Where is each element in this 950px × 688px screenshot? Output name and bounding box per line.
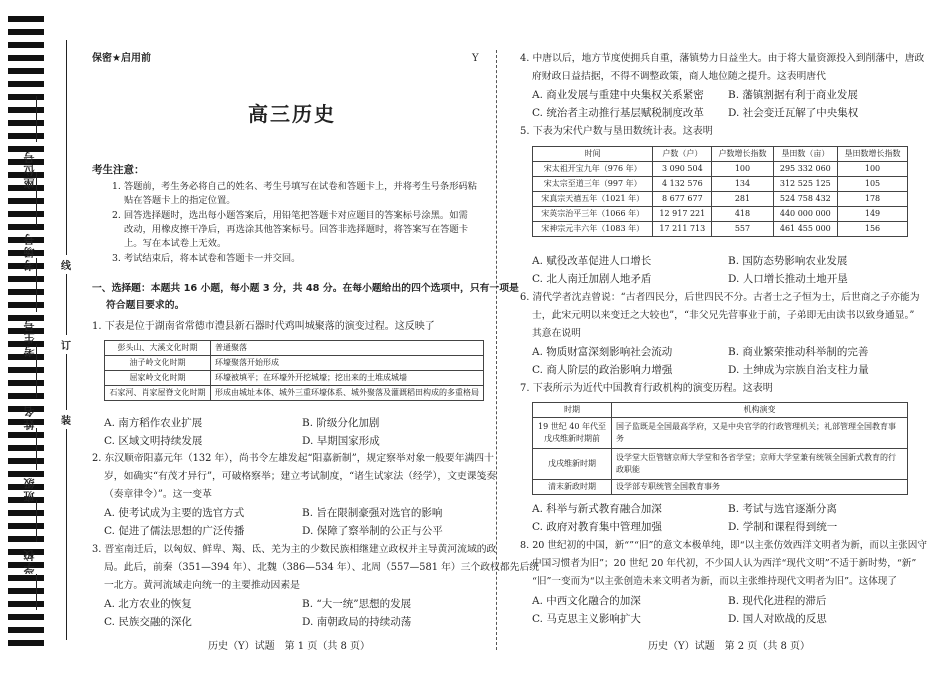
- q6-option-a[interactable]: A. 物质财富深刻影响社会流动: [532, 346, 673, 358]
- q3-stem: 局。此后，前秦（351—394 年）、北魏（386—534 年）、北周（557—581 年）三个政权都先后统: [104, 562, 540, 573]
- version-mark: Y: [472, 53, 479, 64]
- q3-stem: 一北方。黄河流域走向统一的主要推动因素是: [104, 580, 300, 591]
- fill-line: [36, 500, 37, 542]
- q5-cell: 4 132 576: [653, 177, 712, 192]
- q8-option-d[interactable]: D. 国人对欧战的反思: [728, 613, 827, 625]
- page-divider: [496, 50, 497, 650]
- q6-option-d[interactable]: D. 土绅成为宗族自治支柱力量: [728, 364, 869, 376]
- q6-stem: 6. 清代学者沈垚曾说：“古者四民分，后世四民不分。古者士之子恒为士，后世商之子亦能为: [520, 292, 920, 303]
- q1-cell: 环壕被填平；在环壕外开挖城壕；挖出来的土堆成城墙: [211, 371, 484, 386]
- table-row: [533, 192, 908, 207]
- q4-option-b[interactable]: B. 藩镇割据有利于商业发展: [728, 89, 858, 101]
- fill-line: [36, 172, 37, 226]
- q2-option-b[interactable]: B. 旨在限制豪强对选官的影响: [302, 507, 443, 519]
- fill-line: [36, 96, 37, 142]
- q7-cell: 国子监既是全国最高学府，又是中央官学的行政管理机关；礼部管理全国教育事务: [612, 418, 908, 449]
- zhuang-mark: 装: [61, 410, 71, 429]
- q1-cell: 形成由城址本体、城外三重环壕体系、城外聚落及灌溉稻田构成的多重格局: [211, 386, 484, 401]
- q8-stem: 8. 20 世纪初的中国，新“”“旧”的意文本极单纯，即“以主张仿效西洋文明者为新，而以主张因守: [520, 540, 927, 551]
- q5-table: [532, 146, 908, 237]
- q5-cell: 418: [712, 207, 773, 222]
- q5-header: 户数增长指数: [712, 147, 773, 162]
- table-row: [533, 449, 908, 480]
- q7-cell: 19 世纪 40 年代至戊戌维新时期前: [533, 418, 612, 449]
- room-label: 考场号: [23, 232, 36, 271]
- q7-cell: 设学堂大臣管辖京师大学堂和各省学堂；京师大学堂兼有统领全国新式教育的行政职能: [612, 449, 908, 480]
- q6-option-b[interactable]: B. 商业繁荣推动科举制的完善: [728, 346, 869, 358]
- q2-stem: （奏章律令）”。这一变革: [104, 489, 212, 500]
- footer-right: 历史（Y）试题 第 2 页（共 8 页）: [648, 641, 811, 652]
- exam-number-label: 考生号: [23, 318, 36, 357]
- q5-stem: 5. 下表为宋代户数与垦田数统计表。这表明: [520, 126, 713, 137]
- q2-stem: 2. 东汉顺帝阳嘉元年（132 年），尚书令左雄发起“阳嘉新制”，规定察举对象一般要年满四十: [92, 453, 494, 464]
- q1-cell: 石家河、肖家屋脊文化时期: [105, 386, 211, 401]
- q1-option-a[interactable]: A. 南方稻作农业扩展: [104, 417, 203, 429]
- notice-heading: 考生注意：: [92, 164, 145, 176]
- q7-cell: 戊戌维新时期: [533, 449, 612, 480]
- name-label: 姓名: [23, 404, 36, 430]
- fill-line: [36, 574, 37, 610]
- notice-line: 贴在答题卡上的指定位置。: [124, 195, 236, 206]
- notice-line: 3. 考试结束后，将本试卷和答题卡一并交回。: [112, 253, 301, 264]
- q1-cell: 彭头山、大溪文化时期: [105, 341, 211, 356]
- notice-line: 上。写在本试卷上无效。: [124, 238, 227, 249]
- q4-stem: 府财政日益拮据，不得不调整政策，商人地位随之提升。这表明唐代: [532, 71, 826, 82]
- q1-cell: 普通聚落: [211, 341, 484, 356]
- q5-cell: 149: [838, 207, 908, 222]
- notice-line: 改动，用橡皮擦干净后，再选涂其他答案标号。回答非选择题时，将答案写在答题卡: [124, 224, 468, 235]
- q5-cell: 557: [712, 222, 773, 237]
- q4-stem: 4. 中唐以后，地方节度使拥兵自重，藩镇势力日益坐大。由于将大量资源投入到削藩中，唐政: [520, 53, 925, 64]
- q5-cell: 156: [838, 222, 908, 237]
- q1-table: [104, 340, 484, 401]
- q5-option-c[interactable]: C. 北人南迁加剧人地矛盾: [532, 273, 652, 285]
- q5-cell: 295 332 060: [773, 162, 837, 177]
- table-row: [533, 222, 908, 237]
- q8-option-b[interactable]: B. 现代化进程的滞后: [728, 595, 827, 607]
- q3-option-d[interactable]: D. 南朝政局的持续动荡: [302, 616, 412, 628]
- q6-stem: 其意在说明: [532, 328, 581, 339]
- q2-stem: 岁，如确实“有茂才异行”，可破格察举；建立考试制度，“诸生试家法（经学），文吏课笺奏: [104, 471, 497, 482]
- q5-cell: 312 525 125: [773, 177, 837, 192]
- q5-header: 时间: [533, 147, 653, 162]
- q5-cell: 8 677 677: [653, 192, 712, 207]
- q5-header: 垦田数（亩）: [773, 147, 837, 162]
- q7-option-a[interactable]: A. 科举与新式教育融合加深: [532, 503, 662, 515]
- q1-option-b[interactable]: B. 阶级分化加剧: [302, 417, 380, 429]
- q1-cell: 屈家岭文化时期: [105, 371, 211, 386]
- q7-cell: 清末新政时期: [533, 480, 612, 495]
- fill-line: [36, 344, 37, 398]
- q7-table: [532, 402, 908, 495]
- q8-stem: 中国习惯者为旧”；20 世纪 20 年代初，不少国人认为西洋“现代文明”不适于新时势，“新”: [532, 558, 917, 569]
- section-heading-cont: 符合题目要求的。: [106, 300, 185, 311]
- q1-cell: 环壕聚落开始形成: [211, 356, 484, 371]
- q7-cell: 设学部专职统管全国教育事务: [612, 480, 908, 495]
- q5-cell: 宋真宗天禧五年（1021 年）: [533, 192, 653, 207]
- q5-cell: 宋太祖开宝九年（976 年）: [533, 162, 653, 177]
- q8-option-c[interactable]: C. 马克思主义影响扩大: [532, 613, 641, 625]
- confidential-mark: 保密★启用前: [92, 53, 151, 64]
- notice-line: 1. 答题前，考生务必将自己的姓名、考生号填写在试卷和答题卡上，并将考生号条形码粘: [112, 181, 478, 192]
- q3-option-a[interactable]: A. 北方农业的恢复: [104, 598, 192, 610]
- q3-stem: 3. 晋室南迁后，以匈奴、鲜卑、羯、氐、羌为主的少数民族相继建立政权并主导黄河流域的政: [92, 544, 497, 555]
- q5-option-a[interactable]: A. 赋役改革促进人口增长: [532, 255, 652, 267]
- table-row: [533, 177, 908, 192]
- footer-left: 历史（Y）试题 第 1 页（共 8 页）: [208, 641, 371, 652]
- q4-option-a[interactable]: A. 商业发展与重建中央集权关系紧密: [532, 89, 704, 101]
- q1-option-c[interactable]: C. 区域文明持续发展: [104, 435, 203, 447]
- fill-line: [36, 428, 37, 470]
- q3-option-c[interactable]: C. 民族交融的深化: [104, 616, 192, 628]
- table-row: [533, 418, 908, 449]
- fill-line: [36, 258, 37, 312]
- class-label: 班级: [23, 476, 36, 502]
- xian-mark: 线: [61, 255, 71, 274]
- q7-stem: 7. 下表所示为近代中国教育行政机构的演变历程。这表明: [520, 383, 773, 394]
- table-row: [533, 162, 908, 177]
- q5-header: 垦田数增长指数: [838, 147, 908, 162]
- q5-cell: 105: [838, 177, 908, 192]
- q7-header: 机构演变: [612, 403, 908, 418]
- q4-option-d[interactable]: D. 社会变迁瓦解了中央集权: [728, 107, 859, 119]
- q5-cell: 宋神宗元丰六年（1083 年）: [533, 222, 653, 237]
- q5-cell: 宋英宗治平三年（1066 年）: [533, 207, 653, 222]
- q7-option-b[interactable]: B. 考试与选官逐渐分离: [728, 503, 837, 515]
- section-heading: 一、选择题：本题共 16 小题，每小题 3 分，共 48 分。在每小题给出的四个选项中，只有一项是: [92, 283, 519, 294]
- q5-option-b[interactable]: B. 国防态势影响农业发展: [728, 255, 848, 267]
- q7-header: 时期: [533, 403, 612, 418]
- q5-cell: 宋太宗至道三年（997 年）: [533, 177, 653, 192]
- q1-option-d[interactable]: D. 早期国家形成: [302, 435, 380, 447]
- q5-cell: 3 090 504: [653, 162, 712, 177]
- q2-option-d[interactable]: D. 保障了察举制的公正与公平: [302, 525, 443, 537]
- q3-option-b[interactable]: B. “大一统”思想的发展: [302, 598, 412, 610]
- q8-option-a[interactable]: A. 中西文化融合的加深: [532, 595, 641, 607]
- q6-option-c[interactable]: C. 商人阶层的政治影响力增强: [532, 364, 673, 376]
- q5-cell: 281: [712, 192, 773, 207]
- table-row: [533, 480, 908, 495]
- q1-cell: 油子岭文化时期: [105, 356, 211, 371]
- q7-option-d[interactable]: D. 学制和课程得到统一: [728, 521, 838, 533]
- notice-line: 2. 回答选择题时，选出每小题答案后，用铅笔把答题卡对应题目的答案标号涂黑。如需: [112, 210, 468, 221]
- q5-cell: 440 000 000: [773, 207, 837, 222]
- q4-option-c[interactable]: C. 统治者主动推行基层赋税制度改革: [532, 107, 704, 119]
- table-row: [533, 207, 908, 222]
- q2-option-c[interactable]: C. 促进了儒法思想的广泛传播: [104, 525, 245, 537]
- page-title: 高三历史: [248, 102, 336, 126]
- q7-option-c[interactable]: C. 政府对教育集中管理加强: [532, 521, 662, 533]
- q6-stem: 士，此宋元明以来变迁之大较也”，“非父兄先营事业于前，子弟即无由读书以致身通显。”: [532, 310, 915, 321]
- q8-stem: “旧”一变而为“以主张创造未来文明者为新，而以主张维持现代文明者为旧”。这体现了: [532, 576, 897, 587]
- q5-cell: 524 758 432: [773, 192, 837, 207]
- q5-header: 户数（户）: [653, 147, 712, 162]
- school-label: 学校: [23, 548, 36, 574]
- ding-mark: 订: [61, 335, 71, 354]
- table-header-row: [533, 147, 908, 162]
- q5-cell: 134: [712, 177, 773, 192]
- q2-option-a[interactable]: A. 使考试成为主要的选官方式: [104, 507, 245, 519]
- q5-cell: 178: [838, 192, 908, 207]
- q5-cell: 17 211 713: [653, 222, 712, 237]
- q1-stem: 1. 下表是位于湖南省常德市澧县新石器时代鸡叫城聚落的演变过程。这反映了: [92, 321, 435, 332]
- q5-option-d[interactable]: D. 人口增长推动土地开垦: [728, 273, 848, 285]
- seat-label: 座位号: [23, 150, 36, 189]
- q5-cell: 100: [712, 162, 773, 177]
- q5-cell: 12 917 221: [653, 207, 712, 222]
- q5-cell: 100: [838, 162, 908, 177]
- table-header-row: [533, 403, 908, 418]
- q5-cell: 461 455 000: [773, 222, 837, 237]
